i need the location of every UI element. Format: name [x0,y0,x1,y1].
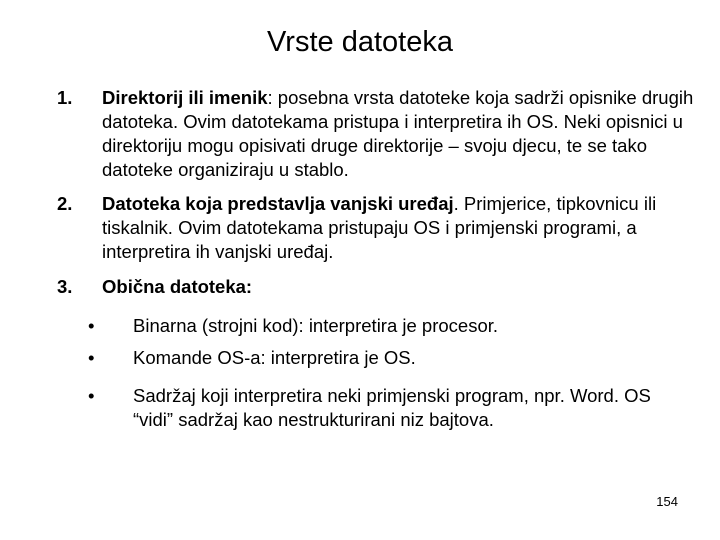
bullet-text: Sadržaj koji interpretira neki primjenski program, npr. Word. OS “vidi” sadržaj kao nestrukturirani niz bajtova. [133,385,651,430]
item-bold-term: Obična datoteka: [102,276,253,297]
item-description: . Primjerice, tipkovnicu ili tiskalnik. Ovim datotekama pristupaju OS i primjenski programi, a interpretira ih vanjski uređaj. [102,193,657,262]
item-bold-term: Datoteka koja predstavlja vanjski uređaj [102,193,454,214]
slide-title: Vrste datoteka [267,26,453,58]
item-text [102,86,702,182]
item-number: 2. [57,193,73,214]
item-bold-term: Direktorij ili imenik [102,87,268,108]
bullet-marker: • [88,347,95,368]
item-description: : posebna vrsta datoteke koja sadrži opisnike drugih datoteka. Ovim datotekama pristupa i interpretira ih OS. Neki opisnici u direktoriju mogu opisivati druge direktorije – svoju djecu, te se tako datoteke organiziraju u stablo. [102,87,694,180]
bullet-text: Binarna (strojni kod): interpretira je procesor. [133,315,499,336]
bullet-marker: • [88,385,95,406]
bullet-text: Komande OS-a: interpretira je OS. [133,347,416,368]
bullet-marker: • [88,315,95,336]
page-number: 154 [656,494,678,509]
item-text [102,275,702,299]
item-text [102,192,702,264]
item-number: 3. [57,276,73,297]
item-number: 1. [57,87,73,108]
